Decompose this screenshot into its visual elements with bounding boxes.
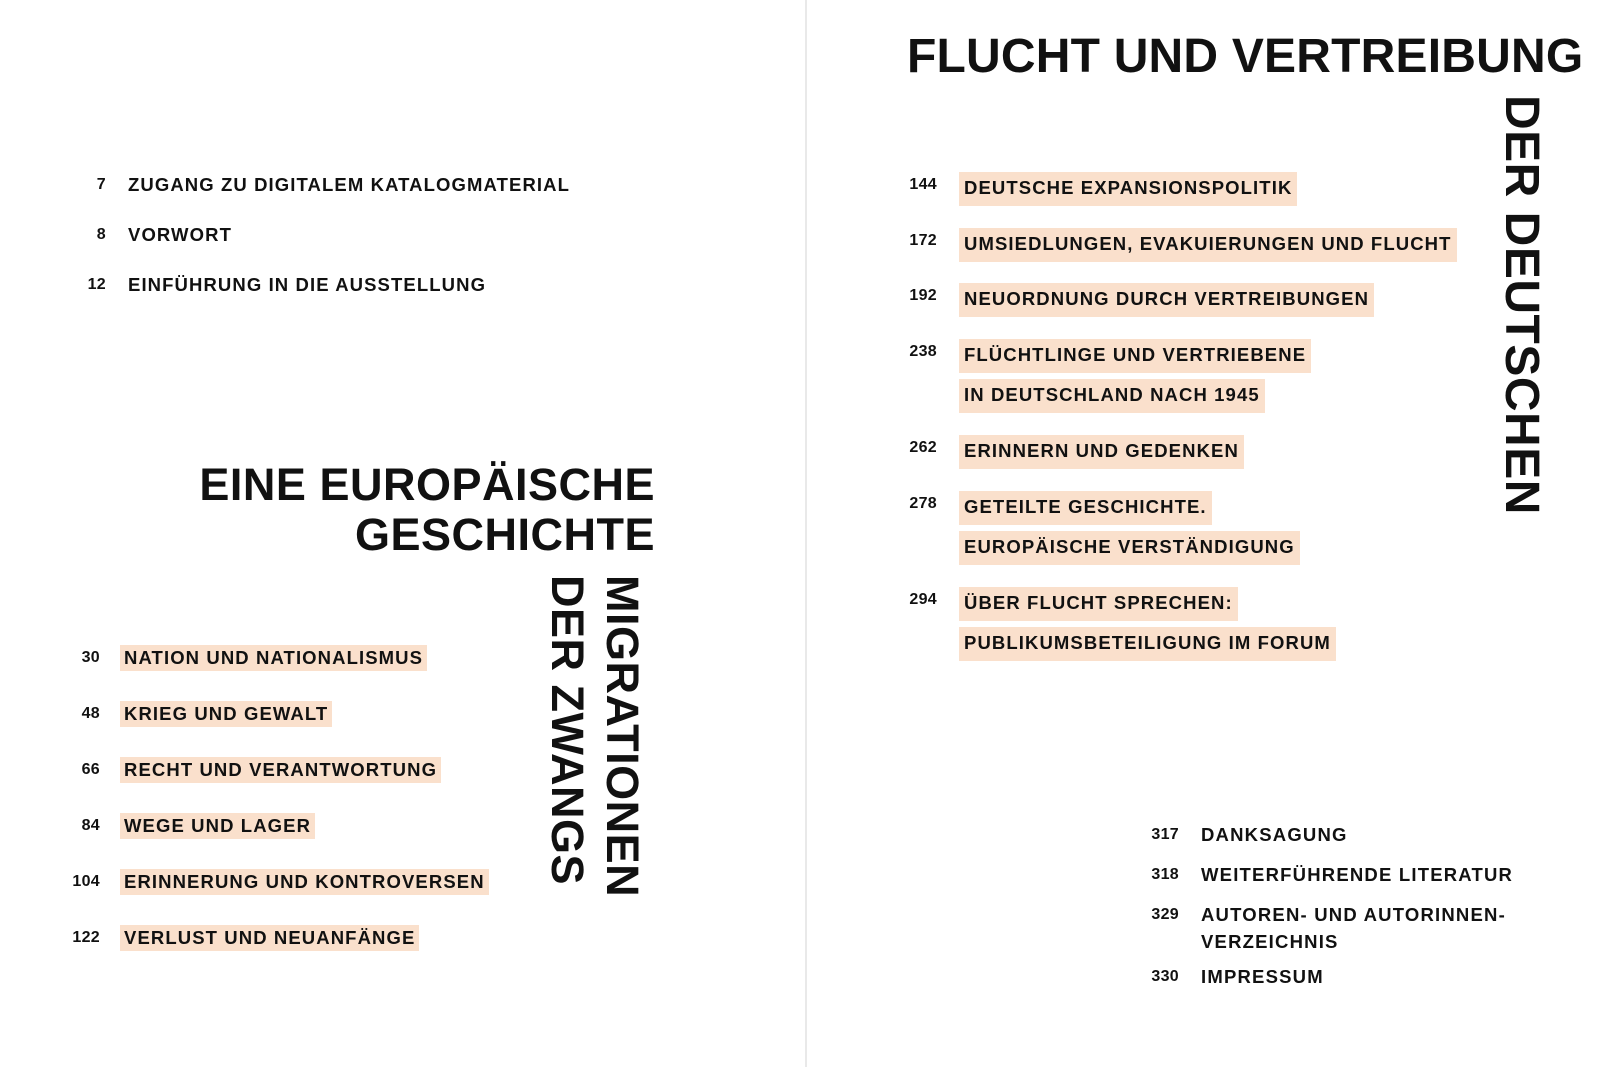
toc-entry-label: [959, 172, 1297, 212]
toc-entry-label: IMPRESSUM: [1201, 966, 1324, 987]
toc-entry-label: ZUGANG ZU DIGITALEM KATALOGMATERIAL: [128, 174, 571, 195]
toc-page-number: 192: [909, 287, 937, 304]
toc-entry-front-1[interactable]: [72, 222, 232, 249]
toc-entry-label: [120, 757, 441, 784]
toc-entry-label: [120, 645, 427, 672]
toc-entry-chapter-r5[interactable]: [889, 491, 1300, 571]
toc-page-number: 104: [72, 873, 100, 890]
toc-page-number: 122: [72, 929, 100, 946]
toc-entry-label: [959, 435, 1244, 475]
toc-entry-chapter-l4[interactable]: [60, 869, 489, 896]
toc-entry-chapter-l3[interactable]: [60, 813, 315, 840]
toc-entry-label: DANKSAGUNG: [1201, 824, 1348, 845]
toc-entry-label-line: DEUTSCHE EXPANSIONSPOLITIK: [959, 172, 1297, 206]
toc-entry-chapter-r3[interactable]: [889, 339, 1311, 419]
toc-page-number: 262: [909, 439, 937, 456]
toc-page-number: 7: [96, 176, 106, 193]
left-section-title: [95, 460, 655, 561]
toc-entry-label-text: VERLUST UND NEUANFÄNGE: [120, 925, 419, 951]
toc-entry-label-text: RECHT UND VERANTWORTUNG: [120, 757, 441, 783]
toc-entry-label: EINFÜHRUNG IN DIE AUSSTELLUNG: [128, 274, 487, 295]
toc-entry-label: [120, 701, 332, 728]
toc-entry-label: [1201, 902, 1506, 956]
toc-entry-label-text: NATION UND NATIONALISMUS: [120, 645, 427, 671]
toc-page-number: 278: [909, 495, 937, 512]
toc-entry-back-2[interactable]: [1137, 902, 1506, 956]
toc-entry-label: [959, 283, 1374, 323]
right-page: [807, 0, 1611, 1067]
toc-entry-label-line: UMSIEDLUNGEN, EVAKUIERUNGEN UND FLUCHT: [959, 228, 1457, 262]
toc-entry-chapter-r0[interactable]: [889, 172, 1297, 212]
toc-entry-chapter-r1[interactable]: [889, 228, 1457, 268]
toc-entry-chapter-r4[interactable]: [889, 435, 1244, 475]
toc-entry-label-line: IN DEUTSCHLAND NACH 1945: [959, 379, 1265, 413]
toc-entry-back-0[interactable]: [1137, 822, 1348, 849]
toc-entry-label: [959, 228, 1457, 268]
toc-page-number: 330: [1151, 968, 1179, 985]
toc-entry-chapter-l2[interactable]: [60, 757, 441, 784]
toc-page-number: 8: [96, 226, 106, 243]
toc-page-number: 48: [81, 705, 100, 722]
toc-page-number: 317: [1151, 826, 1179, 843]
left-section-title-line-1: EINE EUROPÄISCHE: [199, 459, 655, 510]
toc-entry-label: [120, 813, 315, 840]
toc-entry-label-line: ÜBER FLUCHT SPRECHEN:: [959, 587, 1238, 621]
toc-page-number: 66: [81, 761, 100, 778]
left-vertical-title-line-2: MIGRATIONEN: [597, 575, 648, 898]
toc-entry-label-line: ERINNERN UND GEDENKEN: [959, 435, 1244, 469]
toc-page-number: 172: [909, 232, 937, 249]
toc-entry-label-text: WEGE UND LAGER: [120, 813, 315, 839]
left-section-title-vertical: [542, 575, 675, 905]
toc-entry-label: [120, 869, 489, 896]
toc-page-number: 294: [909, 591, 937, 608]
toc-entry-label-line: FLÜCHTLINGE UND VERTRIEBENE: [959, 339, 1311, 373]
toc-entry-chapter-l1[interactable]: [60, 701, 332, 728]
toc-entry-label: [959, 491, 1300, 571]
toc-entry-label-line: AUTOREN- UND AUTORINNEN-: [1201, 904, 1506, 925]
toc-page-number: 30: [81, 649, 100, 666]
toc-entry-label: [959, 339, 1311, 419]
toc-entry-label-line: EUROPÄISCHE VERSTÄNDIGUNG: [959, 531, 1300, 565]
toc-page-number: 84: [81, 817, 100, 834]
toc-entry-label: [120, 925, 419, 952]
left-section-title-line-2: GESCHICHTE: [354, 509, 655, 561]
toc-entry-front-2[interactable]: [72, 272, 486, 299]
toc-entry-label: VORWORT: [128, 224, 232, 245]
toc-entry-label-text: KRIEG UND GEWALT: [120, 701, 332, 727]
toc-entry-label-line: NEUORDNUNG DURCH VERTREIBUNGEN: [959, 283, 1374, 317]
left-vertical-title-line-1: DER ZWANGS: [542, 575, 593, 886]
toc-entry-label-text: ERINNERUNG UND KONTROVERSEN: [120, 869, 489, 895]
toc-page-number: 238: [909, 343, 937, 360]
toc-entry-chapter-r2[interactable]: [889, 283, 1374, 323]
toc-page-number: 318: [1151, 866, 1179, 883]
toc-entry-chapter-l5[interactable]: [60, 925, 419, 952]
right-vertical-title-line-1: DER DEUTSCHEN: [1495, 95, 1548, 515]
toc-entry-front-0[interactable]: [72, 172, 570, 199]
right-section-title-vertical: [1495, 95, 1548, 515]
toc-entry-label: [959, 587, 1336, 667]
toc-entry-back-1[interactable]: [1137, 862, 1513, 889]
toc-entry-chapter-r6[interactable]: [889, 587, 1336, 667]
toc-entry-chapter-l0[interactable]: [60, 645, 427, 672]
toc-entry-label-line: PUBLIKUMSBETEILIGUNG IM FORUM: [959, 627, 1336, 661]
toc-page-number: 144: [909, 176, 937, 193]
toc-entry-label-line: GETEILTE GESCHICHTE.: [959, 491, 1212, 525]
left-page: [0, 0, 805, 1067]
right-section-title: FLUCHT UND VERTREIBUNG: [907, 30, 1584, 83]
toc-page-number: 329: [1151, 906, 1179, 923]
toc-entry-label-line: VERZEICHNIS: [1201, 930, 1339, 952]
toc-page-number: 12: [87, 276, 106, 293]
toc-entry-label: WEITERFÜHRENDE LITERATUR: [1201, 864, 1514, 885]
toc-entry-back-3[interactable]: [1137, 964, 1324, 991]
